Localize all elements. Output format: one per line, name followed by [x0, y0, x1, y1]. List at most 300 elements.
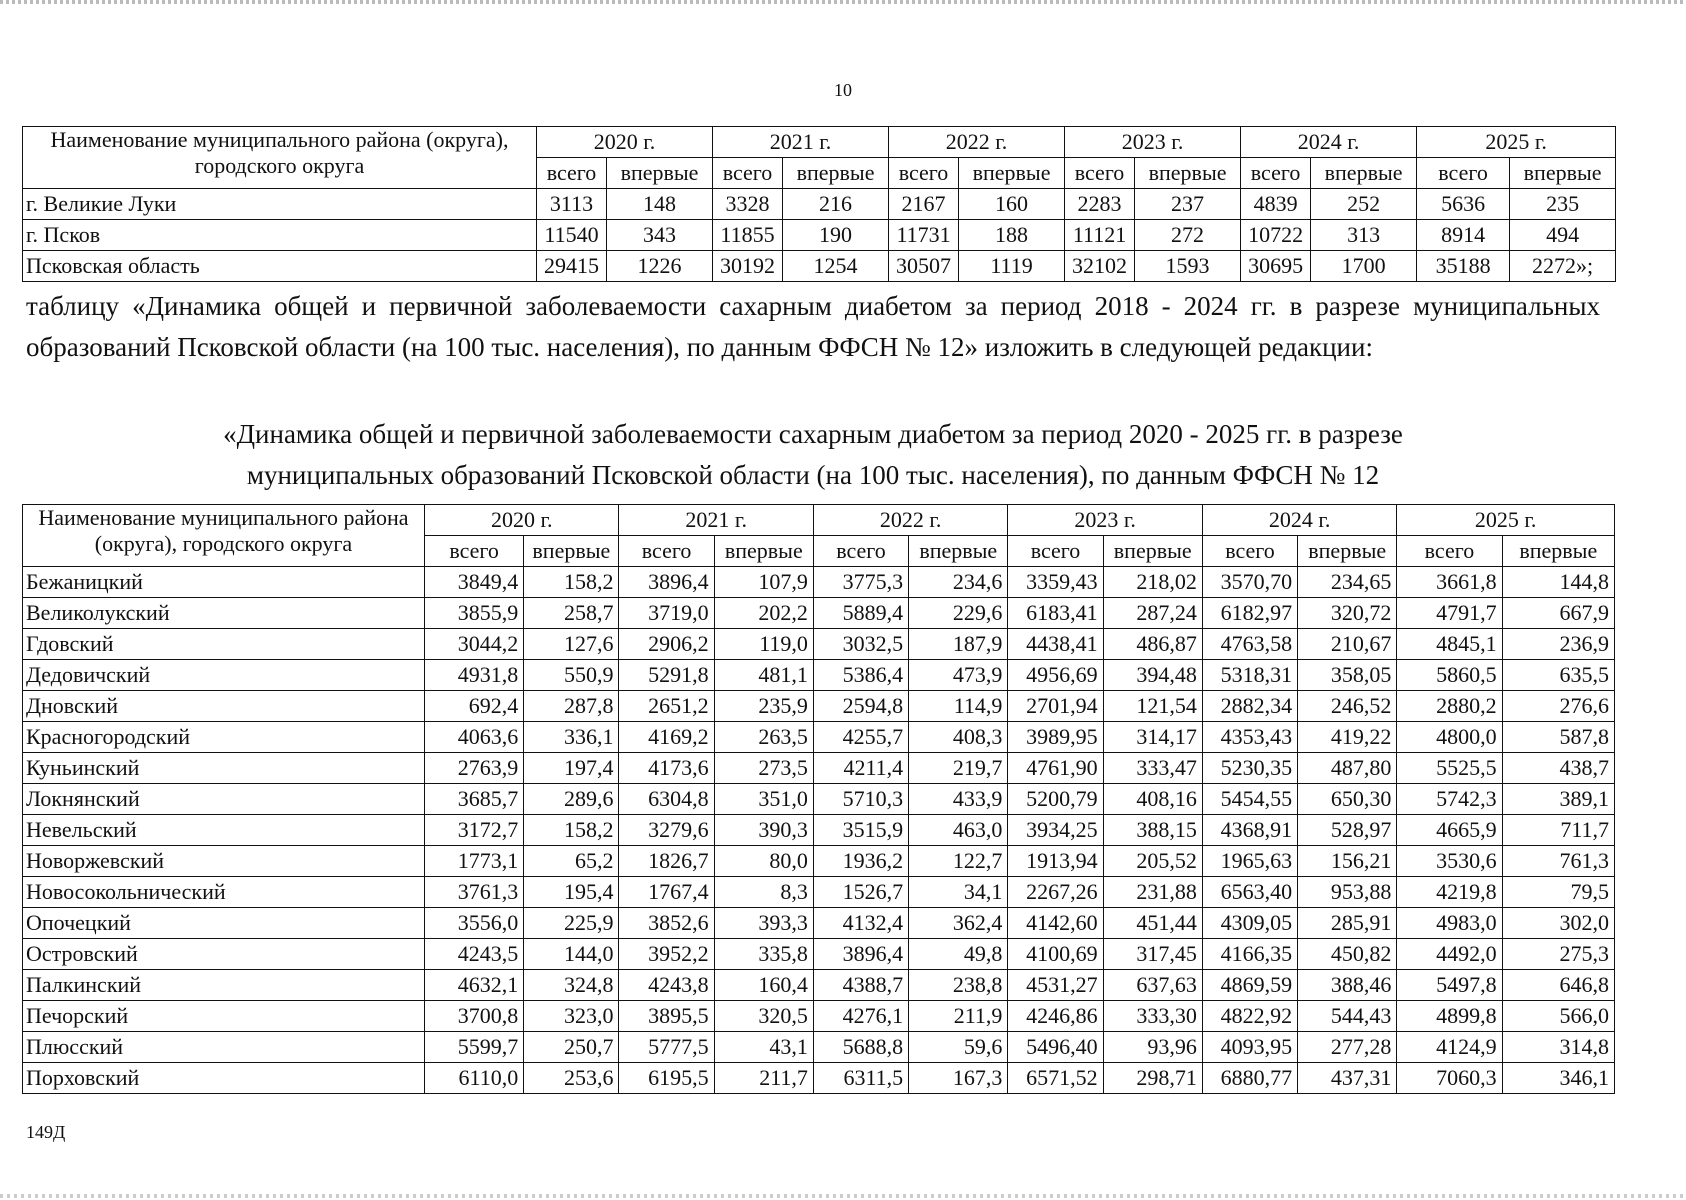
- value-total: 5636: [1417, 189, 1510, 220]
- value-total: 29415: [537, 251, 607, 282]
- value-first-time: 158,2: [524, 567, 619, 598]
- value-total: 1936,2: [813, 846, 908, 877]
- value-first-time: 333,47: [1103, 753, 1202, 784]
- value-total: 3852,6: [619, 908, 714, 939]
- value-first-time: 127,6: [524, 629, 619, 660]
- value-first-time: 119,0: [714, 629, 813, 660]
- value-first-time: 650,30: [1298, 784, 1397, 815]
- value-first-time: 148: [607, 189, 713, 220]
- header-first-time: впервые: [1103, 536, 1202, 567]
- value-total: 3113: [537, 189, 607, 220]
- value-total: 1965,63: [1202, 846, 1297, 877]
- header-total: всего: [619, 536, 714, 567]
- value-total: 4931,8: [424, 660, 523, 691]
- value-first-time: 711,7: [1502, 815, 1614, 846]
- scan-edge-top: [0, 0, 1686, 4]
- district-name: Псковская область: [23, 251, 537, 282]
- value-total: 692,4: [424, 691, 523, 722]
- district-name: Бежаницкий: [23, 567, 425, 598]
- value-first-time: 544,43: [1298, 1001, 1397, 1032]
- district-name: Новосокольнический: [23, 877, 425, 908]
- value-first-time: 390,3: [714, 815, 813, 846]
- value-first-time: 317,45: [1103, 939, 1202, 970]
- header-total: всего: [1397, 536, 1502, 567]
- value-total: 4243,8: [619, 970, 714, 1001]
- value-first-time: 408,3: [909, 722, 1008, 753]
- value-first-time: 494: [1510, 220, 1616, 251]
- value-total: 6304,8: [619, 784, 714, 815]
- table-title-line-2: муниципальных образований Псковской области (на 100 тыс. населения), по данным ФФСН № 12: [246, 460, 1380, 490]
- value-first-time: 2272»;: [1510, 251, 1616, 282]
- value-first-time: 160,4: [714, 970, 813, 1001]
- table-row: [23, 970, 1615, 1001]
- value-total: 4791,7: [1397, 598, 1502, 629]
- value-first-time: 236,9: [1502, 629, 1614, 660]
- header-total: всего: [889, 158, 959, 189]
- value-first-time: 234,6: [909, 567, 1008, 598]
- value-first-time: 190: [783, 220, 889, 251]
- value-total: 6195,5: [619, 1063, 714, 1094]
- district-name: Великолукский: [23, 598, 425, 629]
- page-number: 10: [834, 80, 852, 100]
- value-first-time: 388,46: [1298, 970, 1397, 1001]
- value-first-time: 566,0: [1502, 1001, 1614, 1032]
- value-total: 3685,7: [424, 784, 523, 815]
- district-name: Палкинский: [23, 970, 425, 1001]
- value-first-time: 362,4: [909, 908, 1008, 939]
- value-first-time: 324,8: [524, 970, 619, 1001]
- value-total: 3934,25: [1008, 815, 1103, 846]
- scan-edge-bottom: [0, 1194, 1686, 1198]
- summary-table: [22, 126, 1616, 282]
- header-district-name: Наименование муниципального района (округа), городского округа: [23, 505, 425, 567]
- value-total: 3719,0: [619, 598, 714, 629]
- value-first-time: 487,80: [1298, 753, 1397, 784]
- value-first-time: 287,8: [524, 691, 619, 722]
- value-total: 4093,95: [1202, 1032, 1297, 1063]
- value-total: 2906,2: [619, 629, 714, 660]
- value-first-time: 197,4: [524, 753, 619, 784]
- value-total: 5777,5: [619, 1032, 714, 1063]
- value-first-time: 276,6: [1502, 691, 1614, 722]
- table-row: [23, 567, 1615, 598]
- header-first-time: впервые: [959, 158, 1065, 189]
- value-first-time: 646,8: [1502, 970, 1614, 1001]
- value-first-time: 761,3: [1502, 846, 1614, 877]
- value-first-time: 43,1: [714, 1032, 813, 1063]
- value-total: 6182,97: [1202, 598, 1297, 629]
- table-row: [23, 846, 1615, 877]
- header-year: 2025 г.: [1397, 505, 1615, 536]
- value-total: 30192: [713, 251, 783, 282]
- value-total: 4845,1: [1397, 629, 1502, 660]
- document-code: 149Д: [26, 1122, 66, 1142]
- value-total: 5230,35: [1202, 753, 1297, 784]
- value-total: 5688,8: [813, 1032, 908, 1063]
- value-total: 4166,35: [1202, 939, 1297, 970]
- value-total: 4839: [1241, 189, 1311, 220]
- value-total: 7060,3: [1397, 1063, 1502, 1094]
- value-total: 4255,7: [813, 722, 908, 753]
- value-total: 5291,8: [619, 660, 714, 691]
- value-total: 4869,59: [1202, 970, 1297, 1001]
- value-total: 11855: [713, 220, 783, 251]
- value-first-time: 1119: [959, 251, 1065, 282]
- value-total: 4632,1: [424, 970, 523, 1001]
- value-total: 6880,77: [1202, 1063, 1297, 1094]
- value-total: 4309,05: [1202, 908, 1297, 939]
- value-total: 3989,95: [1008, 722, 1103, 753]
- value-total: 5889,4: [813, 598, 908, 629]
- value-total: 4388,7: [813, 970, 908, 1001]
- table-row: [23, 1032, 1615, 1063]
- value-total: 3570,70: [1202, 567, 1297, 598]
- value-total: 4800,0: [1397, 722, 1502, 753]
- table-row: [23, 691, 1615, 722]
- value-total: 5454,55: [1202, 784, 1297, 815]
- value-first-time: 635,5: [1502, 660, 1614, 691]
- value-first-time: 277,28: [1298, 1032, 1397, 1063]
- value-first-time: 287,24: [1103, 598, 1202, 629]
- value-total: 3515,9: [813, 815, 908, 846]
- value-first-time: 34,1: [909, 877, 1008, 908]
- value-total: 6563,40: [1202, 877, 1297, 908]
- value-first-time: 202,2: [714, 598, 813, 629]
- value-first-time: 394,48: [1103, 660, 1202, 691]
- district-name: Дедовичский: [23, 660, 425, 691]
- value-total: 4142,60: [1008, 908, 1103, 939]
- value-first-time: 335,8: [714, 939, 813, 970]
- header-district-name: Наименование муниципального района (округа), городского округа: [23, 127, 537, 189]
- district-name: г. Псков: [23, 220, 537, 251]
- value-first-time: 216: [783, 189, 889, 220]
- value-first-time: 253,6: [524, 1063, 619, 1094]
- header-total: всего: [1065, 158, 1135, 189]
- header-year: 2022 г.: [813, 505, 1007, 536]
- value-total: 4353,43: [1202, 722, 1297, 753]
- value-total: 4276,1: [813, 1001, 908, 1032]
- value-first-time: 258,7: [524, 598, 619, 629]
- value-first-time: 275,3: [1502, 939, 1614, 970]
- header-total: всего: [713, 158, 783, 189]
- value-total: 2267,26: [1008, 877, 1103, 908]
- value-total: 1826,7: [619, 846, 714, 877]
- header-total: всего: [1241, 158, 1311, 189]
- value-first-time: 210,67: [1298, 629, 1397, 660]
- value-first-time: 107,9: [714, 567, 813, 598]
- header-first-time: впервые: [607, 158, 713, 189]
- value-total: 3855,9: [424, 598, 523, 629]
- intro-paragraph: таблицу «Динамика общей и первичной заболеваемости сахарным диабетом за период 2018 - 2024 гг. в разрезе муниципальных образований Псковской области (на 100 тыс. населения), по данным ФФСН № 12» изложить в следующей редакции:: [26, 291, 1600, 362]
- value-first-time: 187,9: [909, 629, 1008, 660]
- value-first-time: 388,15: [1103, 815, 1202, 846]
- value-first-time: 219,7: [909, 753, 1008, 784]
- value-total: 4822,92: [1202, 1001, 1297, 1032]
- value-total: 11121: [1065, 220, 1135, 251]
- value-total: 2882,34: [1202, 691, 1297, 722]
- value-first-time: 289,6: [524, 784, 619, 815]
- value-total: 3661,8: [1397, 567, 1502, 598]
- value-total: 2167: [889, 189, 959, 220]
- header-year: 2020 г.: [424, 505, 618, 536]
- value-first-time: 320,5: [714, 1001, 813, 1032]
- value-total: 5497,8: [1397, 970, 1502, 1001]
- table-title-line-1: «Динамика общей и первичной заболеваемости сахарным диабетом за период 2020 - 2025 гг. в разрезе: [223, 419, 1403, 449]
- header-year: 2021 г.: [713, 127, 889, 158]
- district-name: Красногородский: [23, 722, 425, 753]
- header-first-time: впервые: [783, 158, 889, 189]
- value-total: 3032,5: [813, 629, 908, 660]
- value-first-time: 144,0: [524, 939, 619, 970]
- value-first-time: 285,91: [1298, 908, 1397, 939]
- value-first-time: 587,8: [1502, 722, 1614, 753]
- value-first-time: 463,0: [909, 815, 1008, 846]
- value-first-time: 8,3: [714, 877, 813, 908]
- district-name: Новоржевский: [23, 846, 425, 877]
- table-row: [23, 908, 1615, 939]
- value-total: 2763,9: [424, 753, 523, 784]
- header-total: всего: [1202, 536, 1297, 567]
- value-first-time: 346,1: [1502, 1063, 1614, 1094]
- value-first-time: 389,1: [1502, 784, 1614, 815]
- value-first-time: 114,9: [909, 691, 1008, 722]
- value-first-time: 79,5: [1502, 877, 1614, 908]
- value-first-time: 408,16: [1103, 784, 1202, 815]
- value-first-time: 211,9: [909, 1001, 1008, 1032]
- district-name: Порховский: [23, 1063, 425, 1094]
- value-first-time: 234,65: [1298, 567, 1397, 598]
- table-row: [23, 784, 1615, 815]
- district-name: Невельский: [23, 815, 425, 846]
- value-first-time: 80,0: [714, 846, 813, 877]
- value-total: 4246,86: [1008, 1001, 1103, 1032]
- table-row: [23, 189, 1616, 220]
- value-total: 4531,27: [1008, 970, 1103, 1001]
- value-first-time: 314,8: [1502, 1032, 1614, 1063]
- table-row: [23, 815, 1615, 846]
- table-row: [23, 1063, 1615, 1094]
- value-total: 4899,8: [1397, 1001, 1502, 1032]
- value-total: 10722: [1241, 220, 1311, 251]
- value-total: 3896,4: [813, 939, 908, 970]
- value-first-time: 218,02: [1103, 567, 1202, 598]
- value-first-time: 205,52: [1103, 846, 1202, 877]
- value-first-time: 93,96: [1103, 1032, 1202, 1063]
- header-first-time: впервые: [1135, 158, 1241, 189]
- header-row-years: [23, 127, 1616, 158]
- value-first-time: 1226: [607, 251, 713, 282]
- value-first-time: 158,2: [524, 815, 619, 846]
- value-first-time: 437,31: [1298, 1063, 1397, 1094]
- value-total: 3895,5: [619, 1001, 714, 1032]
- value-total: 3896,4: [619, 567, 714, 598]
- value-first-time: 486,87: [1103, 629, 1202, 660]
- value-total: 5200,79: [1008, 784, 1103, 815]
- value-first-time: 358,05: [1298, 660, 1397, 691]
- value-first-time: 195,4: [524, 877, 619, 908]
- value-first-time: 343: [607, 220, 713, 251]
- value-first-time: 481,1: [714, 660, 813, 691]
- value-total: 5710,3: [813, 784, 908, 815]
- value-total: 4063,6: [424, 722, 523, 753]
- value-total: 3530,6: [1397, 846, 1502, 877]
- district-name: Дновский: [23, 691, 425, 722]
- value-total: 4243,5: [424, 939, 523, 970]
- value-total: 5860,5: [1397, 660, 1502, 691]
- value-first-time: 263,5: [714, 722, 813, 753]
- value-first-time: 49,8: [909, 939, 1008, 970]
- value-total: 4100,69: [1008, 939, 1103, 970]
- value-first-time: 1593: [1135, 251, 1241, 282]
- value-total: 6183,41: [1008, 598, 1103, 629]
- value-total: 3952,2: [619, 939, 714, 970]
- value-total: 32102: [1065, 251, 1135, 282]
- value-total: 3328: [713, 189, 783, 220]
- value-first-time: 419,22: [1298, 722, 1397, 753]
- value-first-time: 953,88: [1298, 877, 1397, 908]
- value-total: 3172,7: [424, 815, 523, 846]
- district-table: [22, 504, 1615, 1094]
- value-total: 6571,52: [1008, 1063, 1103, 1094]
- value-first-time: 229,6: [909, 598, 1008, 629]
- value-total: 4763,58: [1202, 629, 1297, 660]
- value-first-time: 667,9: [1502, 598, 1614, 629]
- value-total: 2880,2: [1397, 691, 1502, 722]
- value-total: 4169,2: [619, 722, 714, 753]
- value-first-time: 637,63: [1103, 970, 1202, 1001]
- value-total: 4219,8: [1397, 877, 1502, 908]
- district-name: Куньинский: [23, 753, 425, 784]
- district-name: Островский: [23, 939, 425, 970]
- value-first-time: 211,7: [714, 1063, 813, 1094]
- table-row: [23, 1001, 1615, 1032]
- header-year: 2021 г.: [619, 505, 813, 536]
- value-first-time: 65,2: [524, 846, 619, 877]
- value-total: 3556,0: [424, 908, 523, 939]
- value-first-time: 144,8: [1502, 567, 1614, 598]
- value-first-time: 298,71: [1103, 1063, 1202, 1094]
- value-total: 4368,91: [1202, 815, 1297, 846]
- value-total: 11540: [537, 220, 607, 251]
- value-first-time: 550,9: [524, 660, 619, 691]
- value-first-time: 160: [959, 189, 1065, 220]
- value-total: 4983,0: [1397, 908, 1502, 939]
- district-name: Печорский: [23, 1001, 425, 1032]
- district-name: г. Великие Луки: [23, 189, 537, 220]
- value-total: 30507: [889, 251, 959, 282]
- value-total: 3761,3: [424, 877, 523, 908]
- value-total: 3359,43: [1008, 567, 1103, 598]
- header-first-time: впервые: [1502, 536, 1614, 567]
- value-total: 4132,4: [813, 908, 908, 939]
- value-total: 1526,7: [813, 877, 908, 908]
- district-name: Локнянский: [23, 784, 425, 815]
- table-row: [23, 877, 1615, 908]
- table-row: [23, 939, 1615, 970]
- value-first-time: 235,9: [714, 691, 813, 722]
- value-first-time: 333,30: [1103, 1001, 1202, 1032]
- value-total: 5386,4: [813, 660, 908, 691]
- value-first-time: 323,0: [524, 1001, 619, 1032]
- value-first-time: 121,54: [1103, 691, 1202, 722]
- value-first-time: 237: [1135, 189, 1241, 220]
- value-first-time: 473,9: [909, 660, 1008, 691]
- table-row: [23, 629, 1615, 660]
- table-title: [26, 414, 1600, 496]
- value-total: 5742,3: [1397, 784, 1502, 815]
- header-year: 2020 г.: [537, 127, 713, 158]
- value-first-time: 438,7: [1502, 753, 1614, 784]
- district-name: Гдовский: [23, 629, 425, 660]
- value-total: 4124,9: [1397, 1032, 1502, 1063]
- value-first-time: 351,0: [714, 784, 813, 815]
- table-row: [23, 220, 1616, 251]
- header-total: всего: [424, 536, 523, 567]
- header-first-time: впервые: [1311, 158, 1417, 189]
- value-total: 5496,40: [1008, 1032, 1103, 1063]
- value-total: 5525,5: [1397, 753, 1502, 784]
- value-first-time: 1700: [1311, 251, 1417, 282]
- header-first-time: впервые: [1298, 536, 1397, 567]
- value-first-time: 450,82: [1298, 939, 1397, 970]
- table-row: [23, 598, 1615, 629]
- value-total: 4173,6: [619, 753, 714, 784]
- district-name: Опочецкий: [23, 908, 425, 939]
- table-row: [23, 251, 1616, 282]
- value-first-time: 238,8: [909, 970, 1008, 1001]
- value-total: 1913,94: [1008, 846, 1103, 877]
- header-year: 2023 г.: [1065, 127, 1241, 158]
- district-name: Плюсский: [23, 1032, 425, 1063]
- value-total: 4665,9: [1397, 815, 1502, 846]
- table-row: [23, 722, 1615, 753]
- value-first-time: 252: [1311, 189, 1417, 220]
- value-total: 2651,2: [619, 691, 714, 722]
- value-first-time: 320,72: [1298, 598, 1397, 629]
- value-total: 6110,0: [424, 1063, 523, 1094]
- value-total: 2283: [1065, 189, 1135, 220]
- value-first-time: 336,1: [524, 722, 619, 753]
- value-total: 3044,2: [424, 629, 523, 660]
- header-first-time: впервые: [909, 536, 1008, 567]
- header-year: 2022 г.: [889, 127, 1065, 158]
- header-year: 2025 г.: [1417, 127, 1616, 158]
- header-year: 2024 г.: [1241, 127, 1417, 158]
- value-total: 3700,8: [424, 1001, 523, 1032]
- value-first-time: 393,3: [714, 908, 813, 939]
- value-total: 4761,90: [1008, 753, 1103, 784]
- value-first-time: 250,7: [524, 1032, 619, 1063]
- value-first-time: 122,7: [909, 846, 1008, 877]
- value-total: 4211,4: [813, 753, 908, 784]
- value-first-time: 231,88: [1103, 877, 1202, 908]
- value-first-time: 313: [1311, 220, 1417, 251]
- header-year: 2024 г.: [1202, 505, 1396, 536]
- value-total: 30695: [1241, 251, 1311, 282]
- value-total: 2594,8: [813, 691, 908, 722]
- value-first-time: 225,9: [524, 908, 619, 939]
- header-total: всего: [1417, 158, 1510, 189]
- value-first-time: 1254: [783, 251, 889, 282]
- value-first-time: 314,17: [1103, 722, 1202, 753]
- value-total: 35188: [1417, 251, 1510, 282]
- table-row: [23, 660, 1615, 691]
- header-first-time: впервые: [524, 536, 619, 567]
- value-first-time: 188: [959, 220, 1065, 251]
- value-total: 4438,41: [1008, 629, 1103, 660]
- header-total: всего: [1008, 536, 1103, 567]
- header-first-time: впервые: [714, 536, 813, 567]
